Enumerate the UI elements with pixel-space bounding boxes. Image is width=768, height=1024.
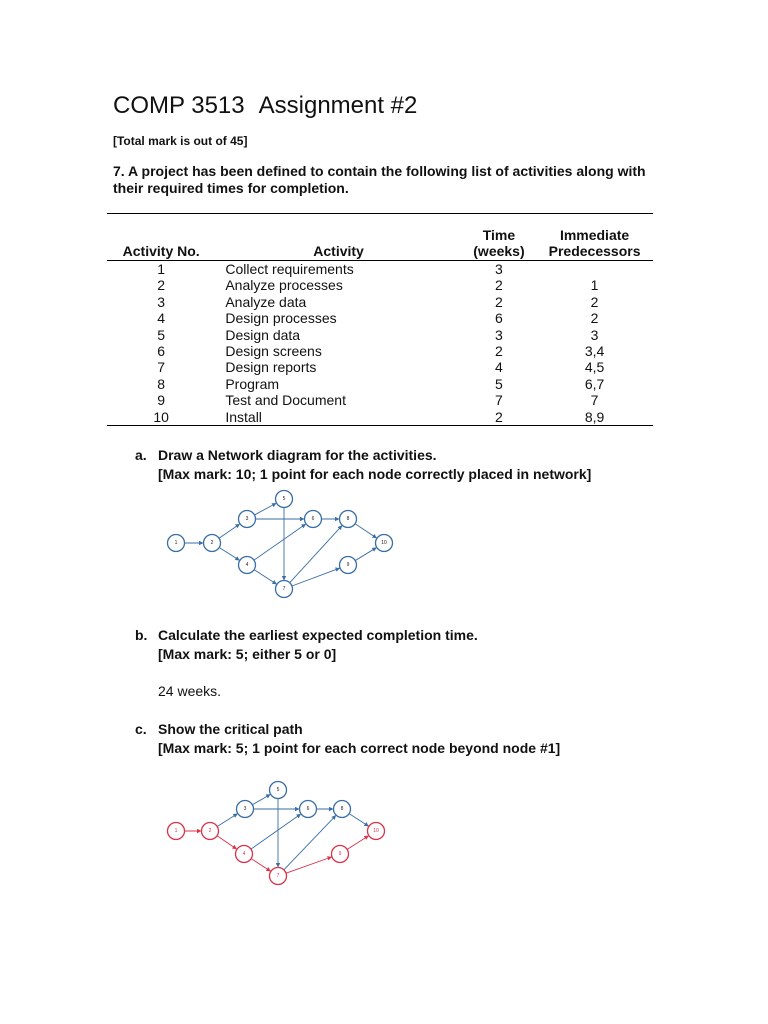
cell-pred <box>536 261 653 278</box>
node-label: 3 <box>245 516 249 522</box>
part-c-line2: [Max mark: 5; 1 point for each correct node beyond node #1] <box>158 740 561 756</box>
header-pred-line1: Immediate <box>559 227 630 243</box>
cell-time: 4 <box>495 359 503 376</box>
part-a-line1: Draw a Network diagram for the activities. <box>158 447 437 463</box>
node-6 <box>305 511 322 528</box>
cell-time: 6 <box>495 310 503 327</box>
part-a-letter: a. <box>135 447 147 463</box>
cell-no: 9 <box>157 392 166 409</box>
table-header-row <box>107 214 653 261</box>
course-code: COMP 3513 <box>113 92 245 119</box>
header-activity: Activity <box>215 214 461 261</box>
edge-2-3 <box>219 524 240 538</box>
node-8 <box>334 801 351 818</box>
edge-2-4 <box>217 836 237 849</box>
node-9 <box>332 846 349 863</box>
part-b-answer: 24 weeks. <box>158 683 222 699</box>
edge-8-10 <box>349 814 368 826</box>
cell-activity: Install <box>225 408 262 425</box>
edge-7-9 <box>286 857 332 873</box>
cell-no: 2 <box>157 277 166 294</box>
cell-no: 6 <box>157 343 166 360</box>
critical-path-diagram <box>160 770 400 890</box>
cell-activity: Design screens <box>225 343 322 360</box>
cell-pred: 6,7 <box>584 375 605 392</box>
edge-8-10 <box>355 524 376 538</box>
table-row <box>107 409 653 426</box>
cell-no: 1 <box>157 261 166 277</box>
cell-pred: 3 <box>590 326 599 343</box>
edge-4-7 <box>254 570 276 584</box>
question-7: 7. A project has been defined to contain the following list of activities along with their required times for completion. <box>113 163 646 196</box>
node-5 <box>276 491 293 508</box>
node-label: 6 <box>311 516 315 522</box>
cell-no: 10 <box>153 408 169 425</box>
cell-time: 2 <box>495 277 503 294</box>
cell-pred: 2 <box>590 293 599 310</box>
node-3 <box>239 511 256 528</box>
edge-7-9 <box>292 568 340 586</box>
edge-4-6 <box>254 524 306 560</box>
node-label: 10 <box>381 540 387 546</box>
node-5 <box>270 782 287 799</box>
cell-time: 3 <box>495 261 503 277</box>
table-row <box>107 294 653 310</box>
table-row <box>107 376 653 392</box>
table-row <box>107 343 653 359</box>
header-time <box>462 214 536 261</box>
edge-9-10 <box>347 836 368 850</box>
part-a-line2: [Max mark: 10; 1 point for each node correctly placed in network] <box>158 466 592 482</box>
node-7 <box>270 868 287 885</box>
part-c-line1: Show the critical path <box>158 721 303 737</box>
header-activity-no: Activity No. <box>107 214 215 261</box>
node-7 <box>276 581 293 598</box>
cell-activity: Design processes <box>225 310 337 327</box>
cell-activity: Analyze processes <box>225 277 343 294</box>
cell-activity: Collect requirements <box>225 261 354 277</box>
header-predecessors <box>536 214 653 261</box>
cell-pred: 4,5 <box>584 359 605 376</box>
node-2 <box>202 823 219 840</box>
header-time-line2: (weeks) <box>473 243 525 259</box>
node-9 <box>340 557 357 574</box>
part-b-letter: b. <box>135 627 148 643</box>
node-label: 5 <box>282 496 286 502</box>
cell-no: 7 <box>157 359 166 376</box>
node-label: 7 <box>276 873 280 879</box>
edge-2-4 <box>219 548 239 561</box>
node-8 <box>340 511 357 528</box>
cell-no: 4 <box>157 310 166 327</box>
header-pred-line2: Predecessors <box>548 243 641 259</box>
cell-pred: 8,9 <box>584 408 605 425</box>
node-label: 9 <box>338 851 342 857</box>
assignment-name: Assignment #2 <box>258 92 418 119</box>
edge-2-3 <box>217 814 237 827</box>
cell-no: 3 <box>157 293 166 310</box>
part-b-line2: [Max mark: 5; either 5 or 0] <box>158 646 337 662</box>
node-2 <box>204 535 221 552</box>
edge-3-5 <box>254 503 276 515</box>
cell-pred: 7 <box>590 392 599 409</box>
node-label: 1 <box>174 828 178 834</box>
node-label: 9 <box>346 562 350 568</box>
node-label: 8 <box>346 516 350 522</box>
table-row <box>107 277 653 293</box>
cell-pred: 3,4 <box>584 343 605 360</box>
page-title <box>113 92 417 120</box>
edge-7-8 <box>284 816 336 870</box>
cell-time: 2 <box>495 343 503 360</box>
cell-activity: Design data <box>225 326 301 343</box>
node-label: 7 <box>282 586 286 592</box>
cell-activity: Design reports <box>225 359 317 376</box>
table-row <box>107 310 653 326</box>
part-c-letter: c. <box>135 721 147 737</box>
part-b-line1: Calculate the earliest expected completion time. <box>158 627 478 643</box>
node-label: 1 <box>174 540 178 546</box>
node-3 <box>237 801 254 818</box>
table-row <box>107 261 653 278</box>
cell-no: 8 <box>157 375 166 392</box>
cell-time: 2 <box>495 293 503 310</box>
cell-time: 5 <box>495 375 503 392</box>
header-time-line1: Time <box>482 227 516 243</box>
node-1 <box>168 823 185 840</box>
node-1 <box>168 535 185 552</box>
table-row <box>107 392 653 408</box>
table-row <box>107 327 653 343</box>
cell-activity: Analyze data <box>225 293 307 310</box>
node-10 <box>368 823 385 840</box>
node-label: 6 <box>306 806 310 812</box>
total-mark-note: [Total mark is out of 45] <box>113 134 248 148</box>
cell-pred: 1 <box>590 277 599 294</box>
node-label: 8 <box>340 806 344 812</box>
edge-7-8 <box>290 526 342 583</box>
node-label: 10 <box>373 828 379 834</box>
node-4 <box>239 557 256 574</box>
node-4 <box>236 846 253 863</box>
edge-9-10 <box>355 548 376 561</box>
node-label: 5 <box>276 787 280 793</box>
edge-4-6 <box>251 814 301 849</box>
table-row <box>107 359 653 375</box>
activities-table <box>107 213 653 426</box>
cell-activity: Program <box>225 375 280 392</box>
edge-4-7 <box>251 859 270 871</box>
node-label: 4 <box>242 851 246 857</box>
node-label: 3 <box>243 806 247 812</box>
network-diagram <box>160 485 400 605</box>
node-label: 2 <box>210 540 214 546</box>
cell-no: 5 <box>157 326 166 343</box>
node-10 <box>376 535 393 552</box>
cell-activity: Test and Document <box>225 392 346 409</box>
node-label: 4 <box>245 562 249 568</box>
node-6 <box>300 801 317 818</box>
node-label: 2 <box>208 828 212 834</box>
edge-3-5 <box>252 794 270 804</box>
cell-time: 3 <box>495 326 503 343</box>
cell-time: 2 <box>495 408 503 425</box>
cell-pred: 2 <box>590 310 599 327</box>
cell-time: 7 <box>495 392 503 409</box>
